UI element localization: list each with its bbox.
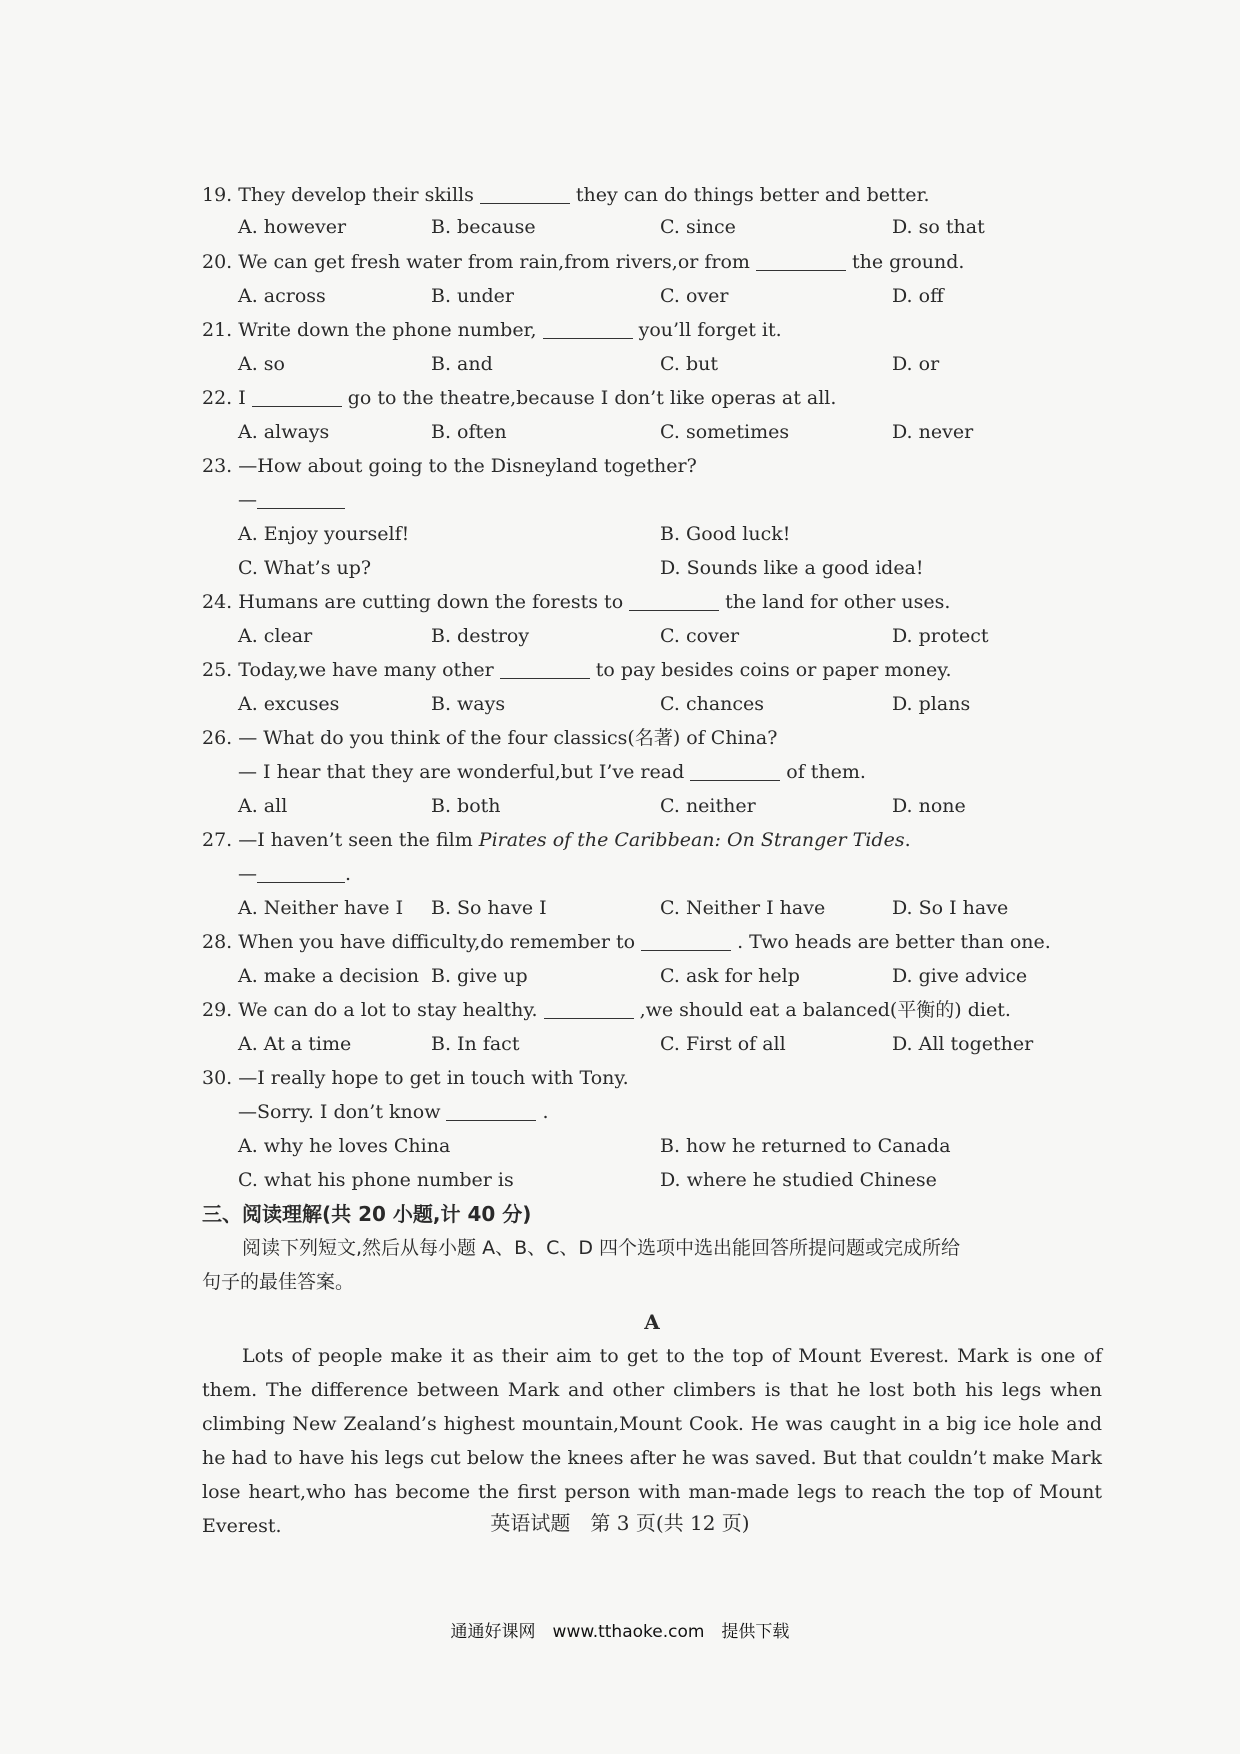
answer-blank	[257, 862, 345, 883]
question-28-stem	[202, 925, 1102, 959]
reply-text: .	[542, 1101, 549, 1123]
option-c: C. but	[660, 353, 718, 375]
answer-blank	[257, 488, 345, 509]
option-a: A. across	[238, 285, 326, 307]
stem-text: ,we should eat a balanced(平衡的) diet.	[639, 999, 1011, 1021]
stem-text: 24. Humans are cutting down the forests to	[202, 591, 624, 613]
question-21-stem	[202, 313, 1102, 347]
question-25-stem	[202, 653, 1102, 687]
option-d: D. or	[892, 353, 940, 375]
question-30-stem	[202, 1061, 1102, 1095]
option-b: B. Good luck!	[660, 523, 791, 545]
option-a: A. always	[238, 421, 330, 443]
stem-text: 21. Write down the phone number,	[202, 319, 537, 341]
stem-text: go to the theatre,because I don’t like operas at all.	[347, 387, 837, 409]
section-instruction-cont: 句子的最佳答案。	[202, 1271, 355, 1293]
question-24-options	[202, 619, 1102, 653]
stem-text: 29. We can do a lot to stay healthy.	[202, 999, 538, 1021]
option-a: A. At a time	[238, 1033, 352, 1055]
stem-text: 22. I	[202, 387, 246, 409]
stem-text: you’ll forget it.	[638, 319, 782, 341]
section-heading: 三、阅读理解(共 20 小题,计 40 分)	[202, 1202, 532, 1226]
option-c: C. neither	[660, 795, 756, 817]
reply-text: .	[345, 863, 352, 885]
passage-title: A	[644, 1310, 660, 1334]
question-26-stem	[202, 721, 1102, 755]
option-c: C. sometimes	[660, 421, 790, 443]
question-21-options	[202, 347, 1102, 381]
question-20-options	[202, 279, 1102, 313]
question-24-stem	[202, 585, 1102, 619]
answer-blank	[629, 590, 719, 611]
option-d: D. where he studied Chinese	[660, 1169, 937, 1191]
option-d: D. protect	[892, 625, 989, 647]
stem-text: 28. When you have difficulty,do remember to	[202, 931, 636, 953]
option-a: A. however	[238, 216, 347, 238]
option-b: B. give up	[431, 965, 528, 987]
stem-text: . Two heads are better than one.	[737, 931, 1051, 953]
question-22-stem	[202, 381, 1102, 415]
stem-text: 20. We can get fresh water from rain,from rivers,or from	[202, 251, 750, 273]
option-a: A. Neither have I	[238, 897, 404, 919]
reply-text: — I hear that they are wonderful,but I’ve read	[238, 761, 685, 783]
stem-text: they can do things better and better.	[575, 184, 930, 206]
page-footer: 英语试题 第 3 页(共 12 页)	[490, 1511, 750, 1535]
option-d: D. none	[892, 795, 966, 817]
option-c: C. ask for help	[660, 965, 800, 987]
option-b: B. how he returned to Canada	[660, 1135, 951, 1157]
stem-text: the ground.	[851, 251, 965, 273]
answer-blank	[756, 250, 846, 271]
reply-text: —Sorry. I don’t know	[238, 1101, 441, 1123]
answer-blank	[446, 1100, 536, 1121]
option-c: C. Neither I have	[660, 897, 826, 919]
option-a: A. why he loves China	[238, 1135, 451, 1157]
option-c: C. what his phone number is	[238, 1169, 514, 1191]
film-title: Pirates of the Caribbean: On Stranger Tides	[478, 829, 905, 851]
question-30-options-row1	[202, 1129, 1102, 1163]
option-c: C. chances	[660, 693, 765, 715]
question-19-stem	[202, 178, 1102, 212]
option-c: C. over	[660, 285, 729, 307]
option-d: D. All together	[892, 1033, 1034, 1055]
option-a: A. all	[238, 795, 288, 817]
option-c: C. since	[660, 216, 736, 238]
option-b: B. destroy	[431, 625, 530, 647]
question-25-options	[202, 687, 1102, 721]
option-b: B. and	[431, 353, 493, 375]
option-b: B. often	[431, 421, 507, 443]
reply-dash: —	[238, 863, 257, 885]
option-a: A. make a decision	[238, 965, 419, 987]
question-27-options	[202, 891, 1102, 925]
question-23-options-row1	[202, 517, 1102, 551]
option-d: D. never	[892, 421, 974, 443]
option-b: B. So have I	[431, 897, 547, 919]
question-29-options	[202, 1027, 1102, 1061]
option-c: C. cover	[660, 625, 740, 647]
option-b: B. because	[431, 216, 536, 238]
stem-text: 23. —How about going to the Disneyland together?	[202, 455, 697, 477]
option-a: A. clear	[238, 625, 313, 647]
question-28-options	[202, 959, 1102, 993]
question-23-stem	[202, 449, 1102, 483]
stem-text: 30. —I really hope to get in touch with Tony.	[202, 1067, 629, 1089]
question-26-reply	[202, 755, 1138, 789]
stem-text: 19. They develop their skills	[202, 184, 474, 206]
option-b: B. In fact	[431, 1033, 520, 1055]
stem-text: .	[904, 829, 911, 851]
stem-text: to pay besides coins or paper money.	[595, 659, 952, 681]
option-b: B. both	[431, 795, 501, 817]
question-27-reply	[202, 857, 1138, 891]
option-c: C. First of all	[660, 1033, 786, 1055]
option-c: C. What’s up?	[238, 557, 372, 579]
source-watermark: 通通好课网 www.tthaoke.com 提供下载	[450, 1622, 790, 1642]
question-29-stem	[202, 993, 1102, 1027]
answer-blank	[252, 386, 342, 407]
option-d: D. Sounds like a good idea!	[660, 557, 924, 579]
option-b: B. ways	[431, 693, 506, 715]
question-19-options	[202, 210, 1102, 244]
answer-blank	[543, 318, 633, 339]
answer-blank	[544, 998, 634, 1019]
answer-blank	[500, 658, 590, 679]
question-26-options	[202, 789, 1102, 823]
answer-blank	[690, 760, 780, 781]
question-23-reply	[202, 483, 1138, 517]
option-b: B. under	[431, 285, 515, 307]
option-d: D. off	[892, 285, 944, 307]
question-27-stem	[202, 823, 1102, 857]
option-a: A. so	[238, 353, 285, 375]
reply-dash: —	[238, 489, 257, 511]
option-d: D. So I have	[892, 897, 1009, 919]
stem-text: the land for other uses.	[725, 591, 951, 613]
option-d: D. give advice	[892, 965, 1028, 987]
stem-text: 26. — What do you think of the four classics(名著) of China?	[202, 727, 778, 749]
passage-text: Lots of people make it as their aim to get to the top of Mount Everest. Mark is one of them. The difference between Mark and other climbers is that he lost both his legs when climbing New Zealand’s highest mountain,Mount Cook. He was caught in a big ice hole and he had to have his legs cut below the knees after he was saved. But that couldn’t make Mark lose heart,who has become the first person with man-made legs to reach the top of Mount Everest.	[202, 1345, 1102, 1537]
answer-blank	[641, 930, 731, 951]
option-a: A. Enjoy yourself!	[238, 523, 410, 545]
question-22-options	[202, 415, 1102, 449]
section-instruction: 阅读下列短文,然后从每小题 A、B、C、D 四个选项中选出能回答所提问题或完成所给	[242, 1237, 961, 1259]
option-d: D. so that	[892, 216, 985, 238]
option-a: A. excuses	[238, 693, 340, 715]
question-30-reply	[202, 1095, 1138, 1129]
question-23-options-row2	[202, 551, 1102, 585]
answer-blank	[480, 183, 570, 204]
stem-text: 25. Today,we have many other	[202, 659, 494, 681]
stem-text: 27. —I haven’t seen the film	[202, 829, 479, 851]
option-d: D. plans	[892, 693, 971, 715]
question-30-options-row2	[202, 1163, 1102, 1197]
reply-text: of them.	[786, 761, 866, 783]
question-20-stem	[202, 245, 1102, 279]
